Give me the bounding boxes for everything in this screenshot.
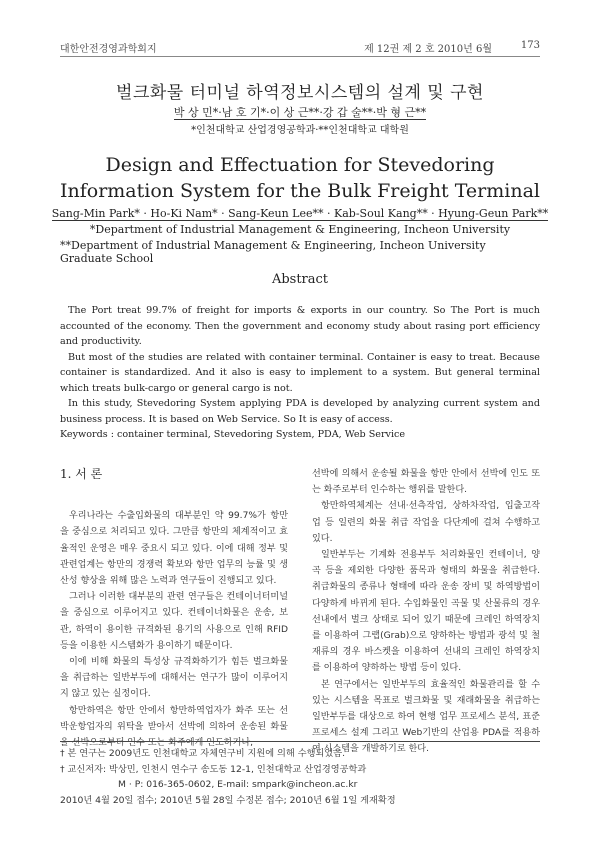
footnote-rule xyxy=(60,741,540,742)
header-rule xyxy=(60,56,540,57)
body-paragraph: 일반부두는 기계화 전용부두 처리화물인 컨테이너, 양곡 등을 제외한 다양한 품목과 형태의 화물을 취급한다. 취급화물의 종류나 형태에 따라 운송 장비 및 하역방법이 다양하게 바뀌게 된다. 수입화물인 곡물 및 산물류의 경우 선내에서 벌크 상태로 되어 있기 때문에 크레인 하역장치를 이용하여 그랩(Grab)으로 양하하는 방법과 광석 및 철재류의 경우 바스켓을 이용하여 선내의 크레인 하역장치를 이용하여 양하하는 방법 등이 있다. xyxy=(312,550,540,674)
english-title-line2: Information System for the Bulk Freight Terminal xyxy=(59,180,540,202)
body-paragraph: 이에 비해 화물의 특성상 규격화하기가 힘든 벌크화물을 취급하는 일반부두에 대해서는 연구가 많이 이루어지지 않고 있는 실정이다. xyxy=(60,657,288,700)
body-paragraph: 그러나 이러한 대부분의 관련 연구들은 컨테이너터미널을 중심으로 이루어지고 있다. 컨테이너화물은 운송, 보관, 하역이 용이한 규격화된 용기의 사용으로 인해 RFID 등을 이용한 시스템화가 용이하기 때문이다. xyxy=(60,592,288,651)
body-column-left xyxy=(60,466,288,751)
abstract-heading: Abstract xyxy=(271,272,329,287)
volume-issue: 제 12권 제 2 호 2010년 6월 xyxy=(364,44,492,55)
body-paragraph: 우리나라는 수출입화물의 대부분인 약 99.7%가 항만을 중심으로 처리되고 있다. 그만큼 항만의 체계적이고 효율적인 운영은 매우 중요시 되고 있다. 이에 대해 정부 및 관련업계는 항만의 경쟁력 확보와 항만 업무의 능률 및 생산성 향상을 위해 많은 노력과 연구들이 진행되고 있다. xyxy=(60,511,288,587)
body-paragraph: 항만하역은 항만 안에서 항만하역업자가 화주 또는 선박운항업자의 위탁을 받아서 선박에 의하여 운송된 화물을 선박으로부터 인수 또는 화주에게 인도하거나, xyxy=(60,705,288,749)
body-paragraph: 선박에 의해서 운송될 화물을 항만 안에서 선박에 인도 또는 화주로부터 인수하는 행위를 말한다. xyxy=(312,469,540,496)
korean-authors xyxy=(0,104,600,120)
abstract-body xyxy=(60,303,540,443)
korean-affiliation: *인천대학교 산업경영공학과·**인천대학교 대학원 xyxy=(191,125,409,136)
running-header xyxy=(60,40,540,54)
page-number: 173 xyxy=(520,40,540,51)
footnotes xyxy=(60,746,550,808)
journal-name: 대한안전경영과학회지 xyxy=(60,44,157,55)
body-paragraph: 항만하역체계는 선내·선측작업, 상하차작업, 입출고작업 등 일련의 화물 취급 작업을 다단계에 걸쳐 수행하고 있다. xyxy=(312,501,540,544)
footnote-contact: M · P: 016-365-0602, E-mail: smpark@incheon.ac.kr xyxy=(118,779,358,791)
english-affiliation-2: **Department of Industrial Management & Engineering, Incheon University Graduate School xyxy=(60,239,486,265)
english-authors xyxy=(0,207,600,220)
section-title: 1. 서 론 xyxy=(60,467,103,481)
body-paragraph: 본 연구에서는 일반부두의 효율적인 화물관리를 할 수 있는 시스템을 목표로 벌크화물 및 재래화물을 취급하는 일반부두를 대상으로 하여 현행 업무 프로세스 분석, 표준프로세스 설계 그리고 Web기반의 산업용 PDA를 적용하여 시스템을 개발하기로 한다. xyxy=(312,679,540,755)
english-title xyxy=(0,152,600,204)
korean-authors-text: 박 상 민*·남 호 기*·이 상 근**·강 갑 술**·박 형 근** xyxy=(173,106,427,119)
abstract-paragraph-2: But most of the studies are related with container terminal. Container is easy to treat. Because container is standardized. And it also is easy to implement to a system. But general terminal which treats bulk-cargo or general cargo is not. xyxy=(60,351,540,394)
english-affiliation-1: *Department of Industrial Management & Engineering, Incheon University xyxy=(89,223,511,236)
english-title-line1: Design and Effectuation for Stevedoring xyxy=(105,154,495,176)
footnote-funding: † 본 연구는 2009년도 인천대학교 자체연구비 지원에 의해 수행되었음. xyxy=(60,748,346,759)
korean-title: 벌크화물 터미널 하역정보시스템의 설계 및 구현 xyxy=(116,83,484,103)
footnote-dates: 2010년 4월 20일 접수; 2010년 5월 28일 수정본 접수; 2010년 6월 1일 게재확정 xyxy=(60,794,396,806)
abstract-paragraph-3: In this study, Stevedoring System applying PDA is developed by analyzing current system and business process. It is based on Web Service. So It is easy of access. xyxy=(60,398,540,425)
abstract-paragraph-1: The Port treat 99.7% of freight for imports & exports in our country. So The Port is much accounted of the economy. Then the government and economy study about rasing port efficiency and productivity. xyxy=(60,305,540,347)
footnote-corresponding-author: † 교신저자: 박상민, 인천시 연수구 송도동 12-1, 인천대학교 산업경영공학과 xyxy=(60,763,367,775)
english-authors-text: Sang-Min Park* · Ho-Ki Nam* · Sang-Keun Lee** · Kab-Soul Kang** · Hyung-Geun Park** xyxy=(51,207,549,220)
keywords: Keywords : container terminal, Stevedoring System, PDA, Web Service xyxy=(60,429,406,440)
body-column-right xyxy=(312,466,540,758)
